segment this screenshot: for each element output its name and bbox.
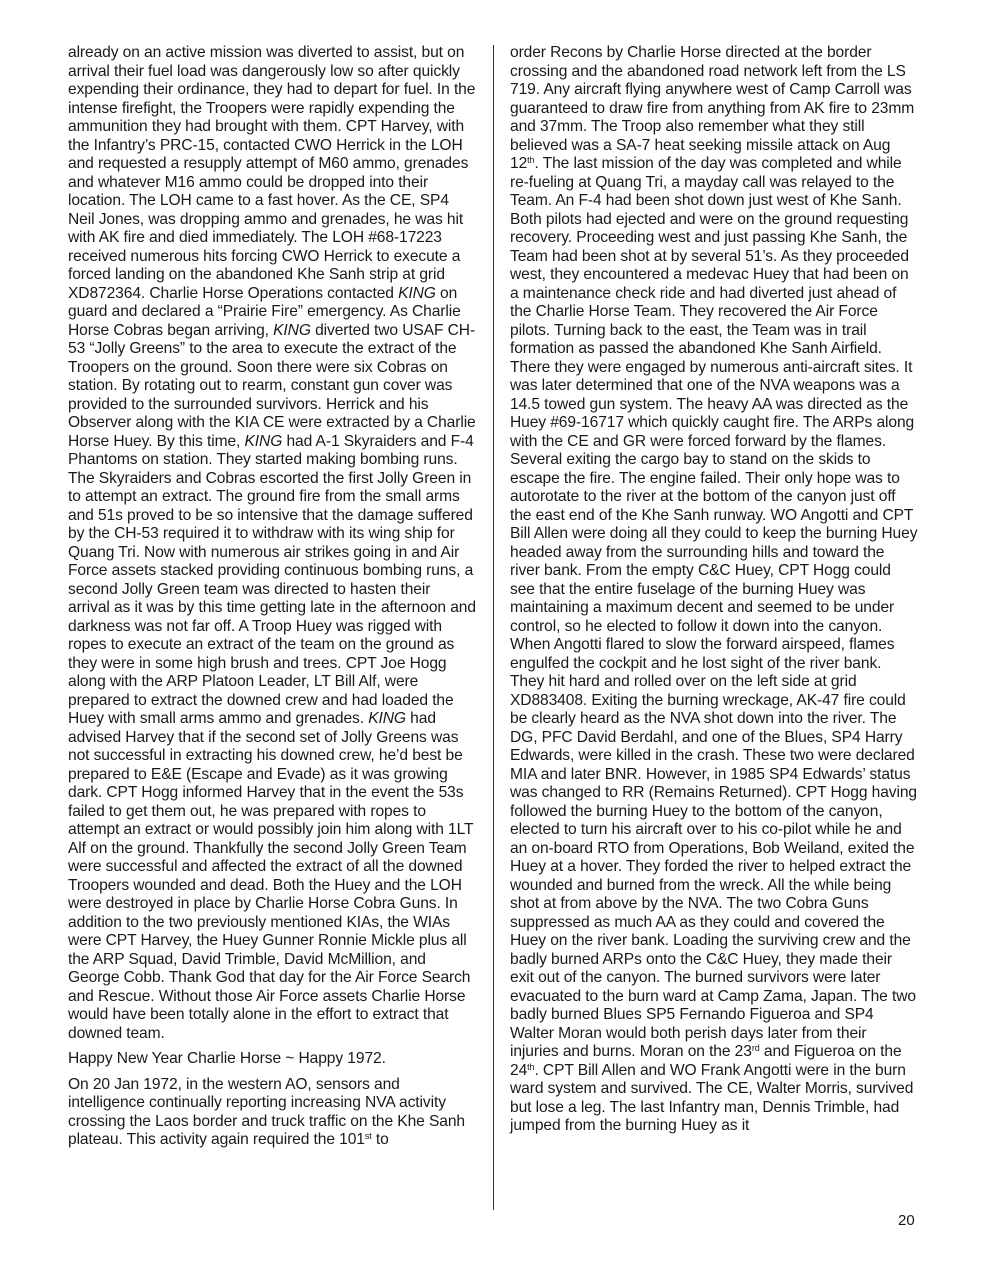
column-divider [493,45,494,1210]
new-year-line: Happy New Year Charlie Horse ~ Happy 1972. [68,1050,386,1067]
callsign-king: KING [273,321,311,339]
body-paragraph: already on an active mission was diverted to assist, but on arrival their fuel load was dangerously low so after quickly expending their ordinance, they had to depart for fuel. In the intense firefight, the Troopers were rapidly expending the ammunition they had brought with them. CPT Harvey, with the Infantry’s PRC-15, contacted CWO Herrick in the LOH and requested a resupply attempt of M60 ammo, grenades and whatever M16 ammo could be dropped into their location. The LOH came to a fast hover. As the CE, SP4 Neil Jones, was dropping ammo and grenades, he was hit with AK fire and died immediately. The LOH #68-17223 received numerous hits forcing CWO Herrick to execute a forced landing on the abandoned Khe Sanh strip at grid XD872364. Charlie Horse Operations contacted KING on guard and declared a “Prairie Fire” emergency. As Charlie Horse Cobras began arriving, KING diverted two USAF CH-53 “Jolly Greens” to the area to execute the extract of the Troopers on the ground. Soon there were six Cobras on station. By rotating out to rearm, constant gun cover was provided to the surrounded survivors. Herrick and his Observer along with the KIA CE were extracted by a Charlie Horse Huey. By this time, KING had A-1 Skyraiders and F-4 Phantoms on station. They started making bombing runs. The Skyraiders and Cobras escorted the first Jolly Green in to attempt an extract. The ground fire from the small arms and 51s proved to be so intensive that the damage suffered by the CH-53 required it to withdraw with its wing ship for Quang Tri. Now with numerous air strikes going in and Air Force assets stacked providing continuous bombing runs, a second Jolly Green team was directed to hasten their arrival as it was by this time getting late in the afternoon and darkness was not far off. A Troop Huey was rigged with ropes to execute an extract of the team on the ground as they were in some high brush and trees. CPT Joe Hogg along with the ARP Platoon Leader, LT Bill Alf, were prepared to extract the downed crew and had loaded the Huey with small arms ammo and grenades. KING had advised Harvey that if the second set of Jolly Greens was not successful in extracting his downed crew, he’d best be prepared to E&E (Escape and Evade) as it was growing dark. CPT Hogg informed Harvey that in the event the 53s failed to get them out, he was prepared with ropes to attempt an extract or would possibly join him along with 1LT Alf on the ground. Thankfully the second Jolly Green Team were successful and affected the extract of all the downed Troopers wounded and dead. Both the Huey and the LOH were destroyed in place by Charlie Horse Cobra Guns. In addition to the two previously mentioned KIAs, the WIAs were CPT Harvey, the Huey Gunner Ronnie Mickle plus all the ARP Squad, David Trimble, David McMillion, and George Cobb. Thank God that day for the Air Force Search and Rescue. Without those Air Force assets Charlie Horse would have been totally alone in the effort to extract that downed team. [68,44,476,1042]
body-paragraph: On 20 Jan 1972, in the western AO, sensors and intelligence continually reporting increasing NVA activity crossing the Laos border and truck traffic on the Khe Sanh plateau. This activity again required the 101st to [68,1075,465,1148]
right-column [510,44,918,1136]
page-number: 20 [898,1212,915,1229]
callsign-king: KING [244,432,283,450]
left-column [68,44,476,1150]
body-paragraph: order Recons by Charlie Horse directed at the border crossing and the abandoned road network left from the LS 719. Any aircraft flying anywhere west of Camp Carroll was guaranteed to draw fire from anything from AK fire to 23mm and 37mm. The Troop also remember what they still believed was a SA-7 heat seeking missile attack on Aug 12th. The last mission of the day was completed and while re-fueling at Quang Tri, a mayday call was relayed to the Team. An F-4 had been shot down just west of Khe Sanh. Both pilots had ejected and were on the ground requesting recovery. Proceeding west and just passing Khe Sanh, the Team had been shot at by several 51’s. As they proceeded west, they encountered a medevac Huey that had been on a maintenance check ride and had diverted just ahead of the Charlie Horse Team. They recovered the Air Force pilots. Turning back to the east, the Team was in trail formation as passed the abandoned Khe Sanh Airfield. There they were engaged by numerous anti-aircraft sites. It was later determined that one of the NVA weapons was a 14.5 towed gun system. The heavy AA was directed as the Huey #69-16717 which quickly caught fire. The ARPs along with the CE and GR were forced forward by the flames. Several exiting the cargo bay to stand on the skids to escape the fire. The engine failed. Their only hope was to autorotate to the river at the bottom of the canyon just off the east end of the Khe Sanh runway. WO Angotti and CPT Bill Allen were doing all they could to keep the burning Huey headed away from the surrounding hills and toward the river bank. From the empty C&C Huey, CPT Hogg could see that the entire fuselage of the burning Huey was maintaining a maximum decent and seemed to be under control, so he elected to follow it down into the canyon. When Angotti flared to slow the forward airspeed, flames engulfed the cockpit and he lost sight of the river bank. They hit hard and rolled over on the left side at grid XD883408. Exiting the burning wreckage, AK-47 fire could be clearly heard as the NVA shot down into the river. The DG, PFC David Berdahl, and one of the Blues, SP4 Harry Edwards, were killed in the crash. These two were declared MIA and later BNR. However, in 1985 SP4 Edwards’ status was changed to RR (Remains Returned). CPT Hogg having followed the burning Huey to the bottom of the canyon, elected to turn his aircraft over to his co-pilot while he and an on-board RTO from Operations, Bob Weiland, exited the Huey at a hover. They forded the river to helped extract the wounded and burned from the wreck. All the while being shot at from above by the NVA. The two Cobra Guns suppressed as much AA as they could and covered the Huey on the river bank. Loading the surviving crew and the badly burned ARPs onto the C&C Huey, they made their exit out of the canyon. The burned survivors were later evacuated to the burn ward at Camp Zama, Japan. The two badly burned Blues SP5 Fernando Figueroa and SP4 Walter Moran would both perish days later from their injuries and burns. Moran on the 23rd and Figueroa on the 24th. CPT Bill Allen and WO Frank Angotti were in the burn ward system and survived. The CE, Walter Morris, survived but lose a leg. The last Infantry man, Dennis Trimble, had jumped from the burning Huey as it [510,44,918,1134]
ordinal-suffix: st [364,1131,372,1141]
ordinal-suffix: rd [751,1043,760,1053]
ordinal-suffix: th [527,1061,535,1072]
callsign-king: KING [398,284,436,302]
ordinal-suffix: th [527,155,535,165]
callsign-king: KING [368,710,406,727]
